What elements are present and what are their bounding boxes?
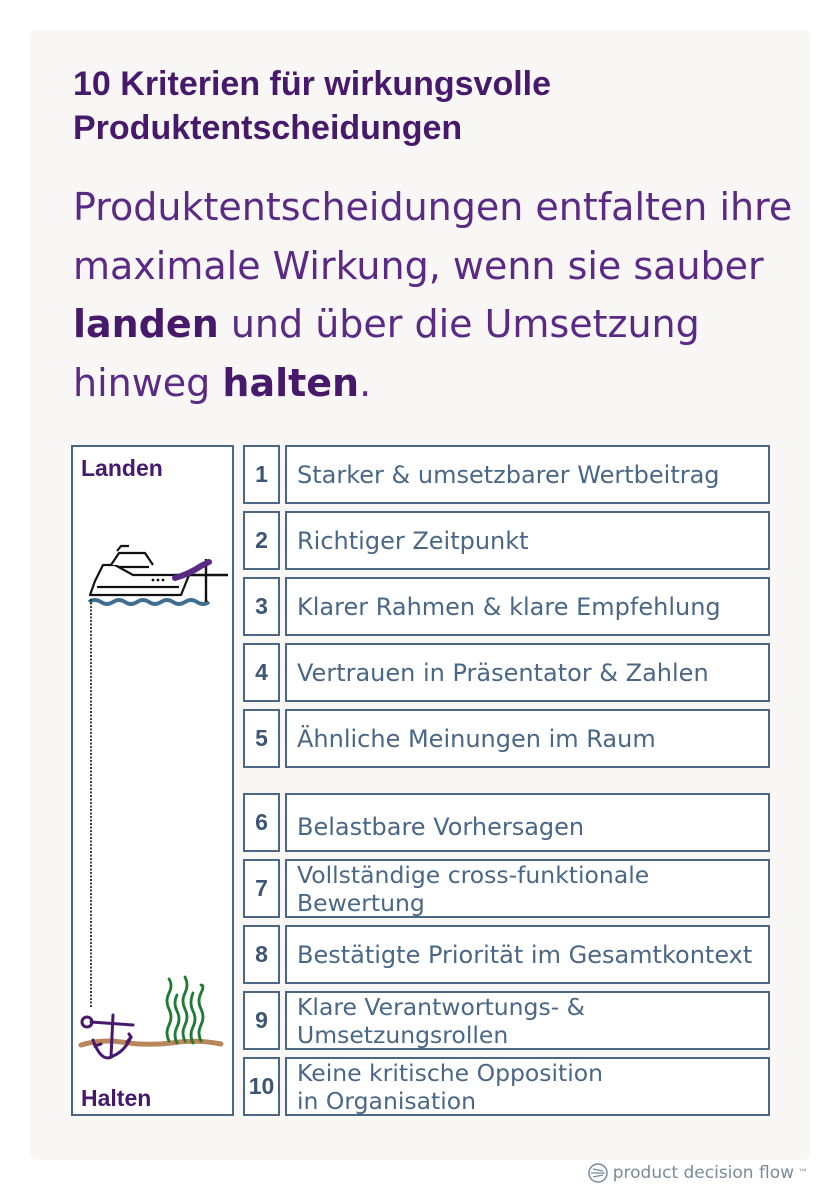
criterion-4: Vertrauen in Präsentator & Zahlen (285, 643, 770, 702)
criterion-number-1: 1 (243, 445, 280, 504)
title-line-1: 10 Kriterien für wirkungsvolle (73, 65, 552, 103)
criterion-7-line-2: Bewertung (297, 888, 425, 917)
criterion-number-10: 10 (243, 1057, 280, 1116)
criterion-number-8: 8 (243, 925, 280, 984)
water-wave (89, 600, 209, 604)
criterion-1: Starker & umsetzbarer Wertbeitrag (285, 445, 770, 504)
criterion-6: Belastbare Vorhersagen (285, 793, 770, 852)
criterion-10-line-1: Keine kritische Opposition (297, 1058, 604, 1087)
criterion-9 (285, 991, 770, 1050)
title-line-2: Produktentscheidungen (73, 109, 463, 147)
landen-halten-panel (71, 445, 234, 1116)
criterion-3: Klarer Rahmen & klare Empfehlung (285, 577, 770, 636)
criterion-7 (285, 859, 770, 918)
criterion-5: Ähnliche Meinungen im Raum (285, 709, 770, 768)
criterion-10-line-2: in Organisation (297, 1086, 477, 1115)
boat-icon (90, 546, 189, 595)
criterion-10 (285, 1057, 770, 1116)
criterion-7-line-1: Vollständige cross-funktionale (297, 860, 650, 889)
flow-logo-icon (587, 1162, 609, 1184)
criterion-number-5: 5 (243, 709, 280, 768)
intro-bold-landen: landen (73, 302, 219, 346)
criterion-9-line-1: Klare Verantwortungs- & (297, 992, 585, 1021)
criterion-number-2: 2 (243, 511, 280, 570)
criterion-number-4: 4 (243, 643, 280, 702)
footer-brand (587, 1162, 808, 1184)
boat-dots (152, 579, 165, 582)
intro-part-1: Produktentscheidungen entfalten ihre maximale Wirkung, wenn sie sauber (73, 185, 793, 288)
footer-brand-name: product decision flow (612, 1163, 794, 1183)
criterion-9-line-2: Umsetzungsrollen (297, 1020, 509, 1049)
intro-bold-halten: halten (222, 360, 360, 405)
anchor-icon (82, 1015, 133, 1058)
intro-part-3: . (359, 360, 372, 405)
halten-label: Halten (81, 1085, 152, 1111)
footer-trademark: ™ (798, 1167, 808, 1179)
seaweed-icon (167, 977, 203, 1043)
page-title (73, 62, 551, 150)
landen-label: Landen (81, 455, 163, 481)
intro-part-2: und über die Umsetzung hinweg (73, 302, 700, 405)
criterion-2: Richtiger Zeitpunkt (285, 511, 770, 570)
criterion-number-6: 6 (243, 793, 280, 852)
criterion-number-7: 7 (243, 859, 280, 918)
criterion-8: Bestätigte Priorität im Gesamtkontext (285, 925, 770, 984)
sea-illustration (73, 447, 232, 1114)
intro-text (73, 178, 793, 412)
criterion-number-9: 9 (243, 991, 280, 1050)
criterion-number-3: 3 (243, 577, 280, 636)
